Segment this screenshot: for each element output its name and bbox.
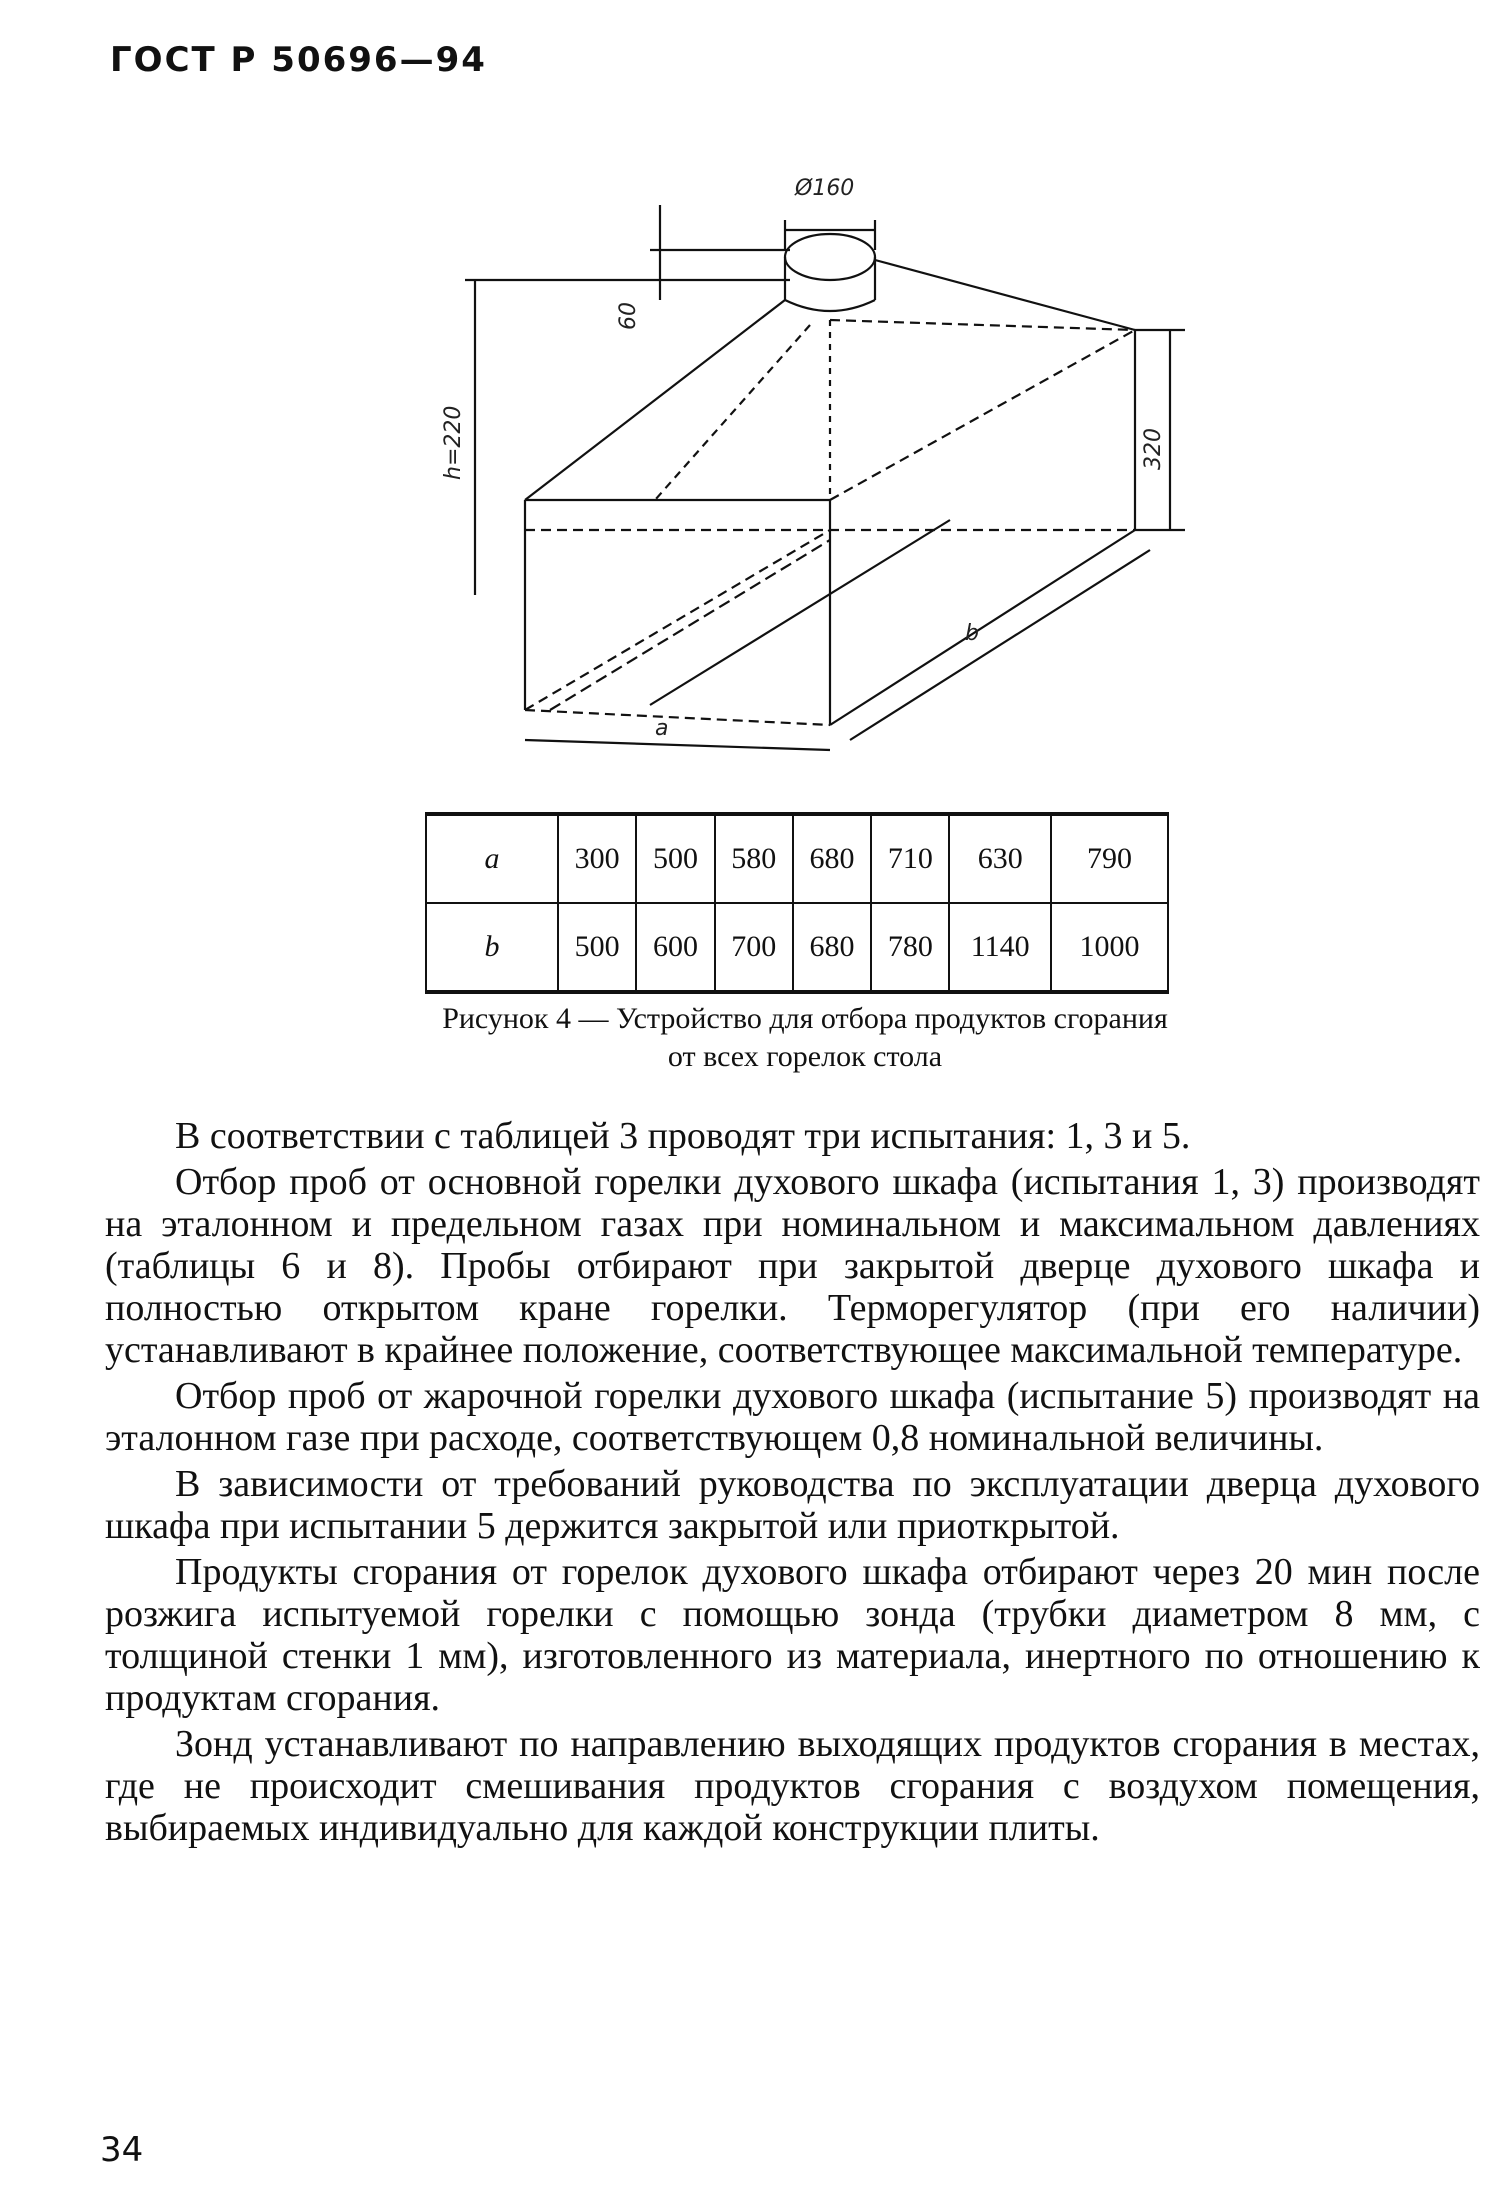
table-cell: 680 [793, 814, 871, 903]
table-cell: 1140 [949, 903, 1051, 992]
table-cell: 500 [558, 903, 636, 992]
table-row [426, 814, 1168, 903]
paragraph: Продукты сгорания от горелок духового шкафа отбирают через 20 мин после розжига испытуемой горелки с помощью зонда (трубки диаметром 8 мм, с толщиной стенки 1 мм), изготовленного из материала, инертного по отношению к продуктам сгорания. [105, 1551, 1480, 1719]
paragraph: Зонд устанавливают по направлению выходящих продуктов сгорания в местах, где не происходит смешивания продуктов сгорания с воздухом помещения, выбираемых индивидуально для каждой конструкции плиты. [105, 1723, 1480, 1849]
table-cell: 630 [949, 814, 1051, 903]
table-cell: 500 [636, 814, 714, 903]
document-header: ГОСТ Р 50696—94 [110, 40, 487, 80]
table-cell: 790 [1051, 814, 1168, 903]
hood-diagram-svg [430, 150, 1190, 770]
dimensions-table [425, 812, 1169, 994]
body-text [105, 1115, 1480, 1853]
table-row [426, 903, 1168, 992]
table-cell: 780 [871, 903, 949, 992]
dim-b-label: b [965, 621, 979, 646]
table-cell: 300 [558, 814, 636, 903]
paragraph: В соответствии с таблицей 3 проводят три испытания: 1, 3 и 5. [175, 1115, 1191, 1157]
table-cell: 710 [871, 814, 949, 903]
dim-a-label: a [655, 716, 669, 741]
height-right-label: 320 [1141, 428, 1166, 470]
hood-drawing [430, 150, 1190, 770]
table-cell: 580 [715, 814, 793, 903]
page-number: 34 [100, 2130, 144, 2170]
row-label: b [426, 903, 558, 992]
table-cell: 600 [636, 903, 714, 992]
paragraph: Отбор проб от основной горелки духового шкафа (испытания 1, 3) производят на эталонном и предельном газах при номинальном и максимальном давлениях (таблицы 6 и 8). Пробы отбирают при закрытой дверце духового шкафа и полностью открытом кране горелки. Терморегулятор (при его наличии) устанавливают в крайнее положение, соответствующее максимальной температуре. [105, 1161, 1480, 1371]
diameter-label: Ø160 [795, 176, 855, 201]
table-cell: 1000 [1051, 903, 1168, 992]
paragraph: Отбор проб от жарочной горелки духового шкафа (испытание 5) производят на эталонном газе при расходе, соответствующем 0,8 номинальной величины. [105, 1375, 1480, 1459]
paragraph: В зависимости от требований руководства по эксплуатации дверца духового шкафа при испытании 5 держится закрытой или приоткрытой. [105, 1463, 1480, 1547]
table-cell: 700 [715, 903, 793, 992]
row-label: a [426, 814, 558, 903]
table-cell: 680 [793, 903, 871, 992]
figure-caption: Рисунок 4 — Устройство для отбора продуктов сгорания от всех горелок стола [442, 1002, 1168, 1073]
height-top-label: 60 [616, 302, 641, 330]
height-total-label: h=220 [441, 405, 466, 480]
